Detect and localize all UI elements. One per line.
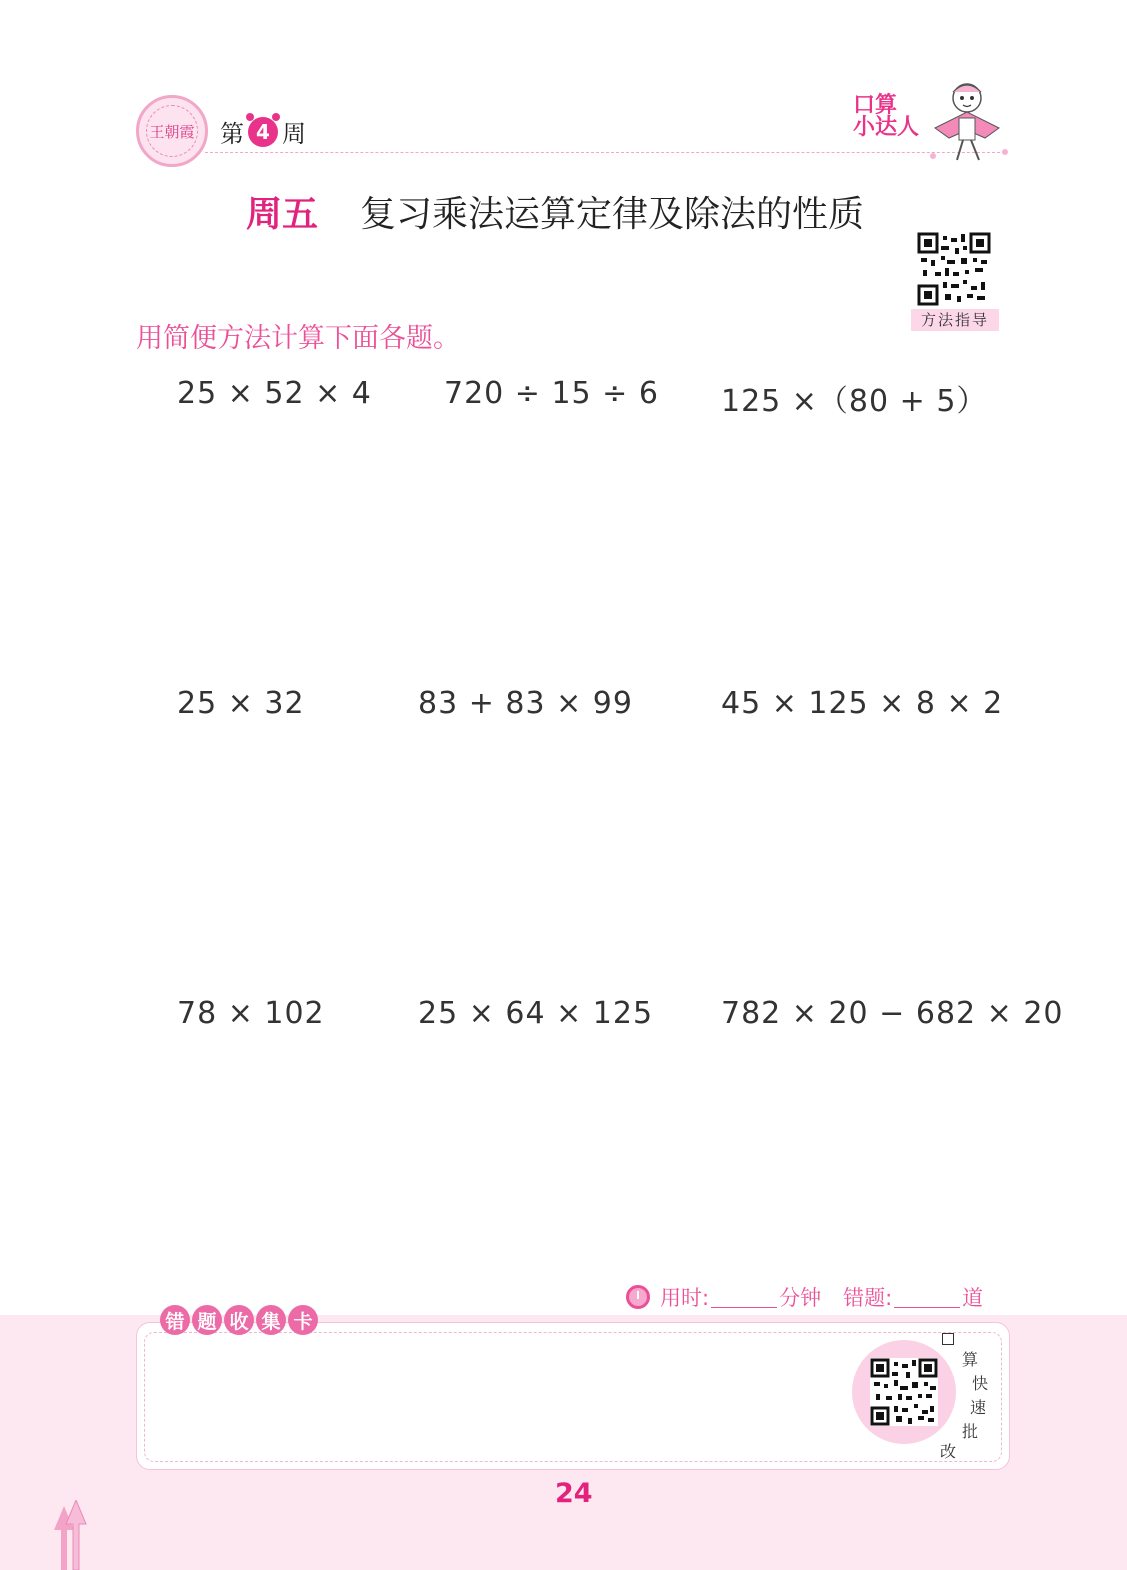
timer-row: [626, 1282, 983, 1312]
problem-8: 25 × 64 × 125: [418, 996, 654, 1031]
week-prefix: 第: [220, 120, 244, 148]
mascot-illustration: [925, 78, 1015, 166]
error-unit: 道: [962, 1286, 984, 1310]
stopwatch-icon: [626, 1285, 650, 1309]
publisher-logo-text: 王朝霞: [149, 122, 195, 141]
up-arrows-icon: [52, 1500, 90, 1570]
side-text-char: 速: [970, 1398, 987, 1417]
problem-9: 782 × 20 − 682 × 20: [721, 996, 1064, 1031]
card-title-char: 错: [160, 1305, 190, 1335]
quick-grading-qr-code[interactable]: [870, 1358, 938, 1426]
week-suffix: 周: [282, 120, 306, 148]
page-number: 24: [555, 1478, 593, 1509]
method-guide-caption: 方法指导: [911, 309, 999, 331]
card-title-char: 收: [224, 1305, 254, 1335]
problem-4: 25 × 32: [177, 686, 305, 721]
time-unit: 分钟: [779, 1286, 822, 1310]
side-text-char: 算: [962, 1350, 979, 1369]
problem-5: 83 + 83 × 99: [418, 686, 633, 721]
error-collection-card-title: [160, 1305, 318, 1335]
problem-6: 45 × 125 × 8 × 2: [721, 686, 1004, 721]
problem-1: 25 × 52 × 4: [177, 376, 372, 411]
card-title-char: 题: [192, 1305, 222, 1335]
error-blank[interactable]: [894, 1287, 960, 1308]
problem-3: 125 ×（80 + 5）: [721, 384, 988, 419]
week-number-badge: 4: [248, 117, 278, 147]
header-divider: [205, 152, 1005, 153]
brand-logo: [853, 95, 923, 139]
time-blank[interactable]: [711, 1287, 777, 1308]
page-title: 复习乘法运算定律及除法的性质: [360, 194, 865, 235]
publisher-logo: [136, 95, 208, 167]
checkbox-icon: [942, 1333, 954, 1345]
method-guide-qr-code[interactable]: [917, 232, 991, 306]
problem-7: 78 × 102: [177, 996, 325, 1031]
title-day: 周五: [246, 194, 319, 235]
side-text-char: 快: [972, 1374, 989, 1393]
card-title-char: 集: [256, 1305, 286, 1335]
error-label: 错题:: [843, 1286, 893, 1310]
instruction-text: 用简便方法计算下面各题。: [136, 323, 460, 354]
card-title-char: 卡: [288, 1305, 318, 1335]
week-label: [220, 114, 306, 149]
brand-logo-line1: 口算: [853, 93, 898, 118]
brand-logo-line2: 小达人: [853, 115, 920, 140]
side-text-char: 改: [940, 1442, 957, 1461]
time-label: 用时:: [660, 1286, 710, 1310]
side-text-char: 批: [962, 1422, 979, 1441]
problem-2: 720 ÷ 15 ÷ 6: [444, 376, 659, 411]
